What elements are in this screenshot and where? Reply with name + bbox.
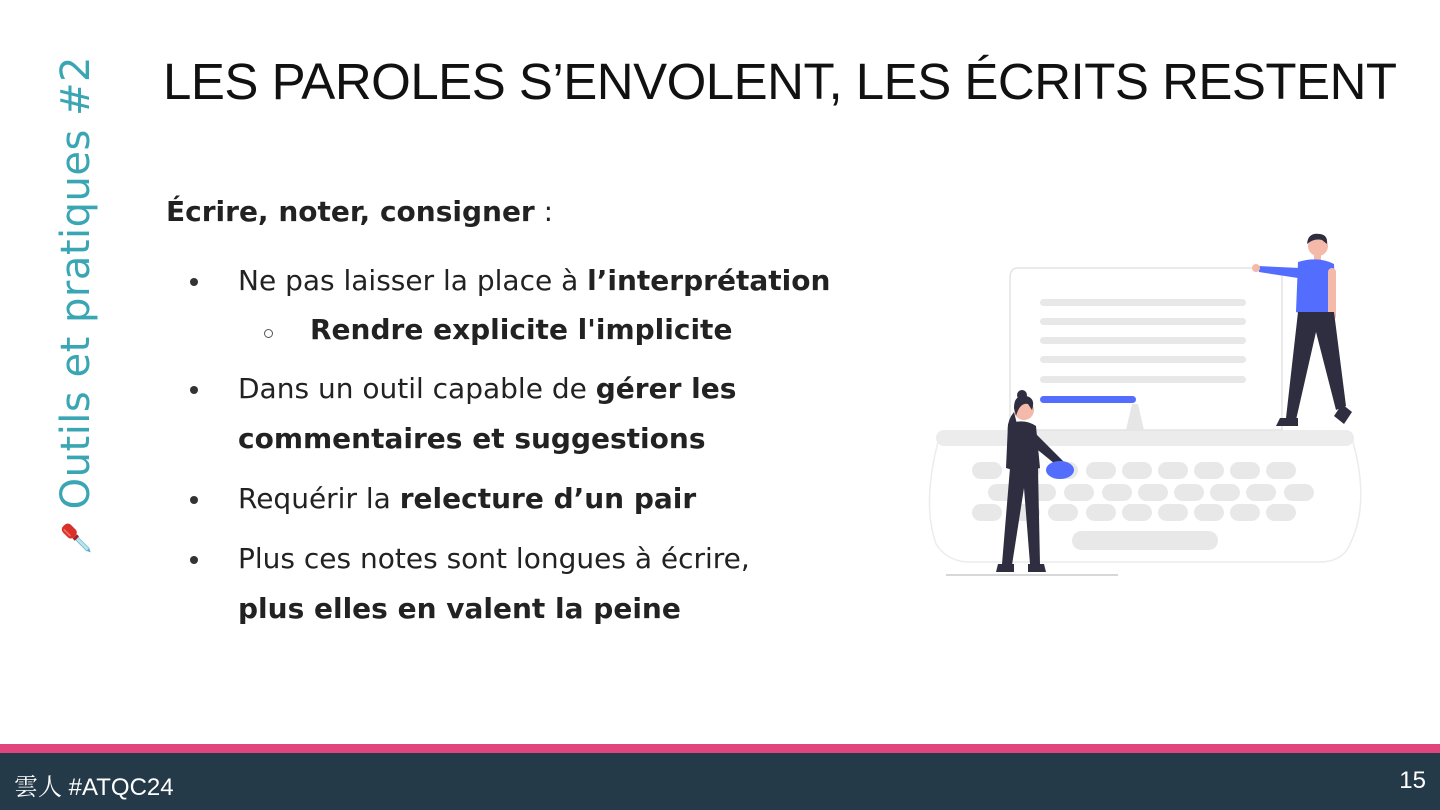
intro-bold: Écrire, noter, consigner bbox=[166, 195, 535, 228]
bullet-item bbox=[166, 534, 866, 634]
hollow-bullet-icon bbox=[264, 329, 273, 338]
bullet-text: Requérir la bbox=[238, 482, 400, 515]
bullet-item bbox=[166, 364, 866, 464]
bullet-dot-icon bbox=[190, 278, 198, 286]
screwdriver-icon bbox=[48, 519, 104, 556]
bullet-item bbox=[166, 256, 866, 354]
typewriter-people-illustration bbox=[918, 228, 1378, 588]
bullet-dot-icon bbox=[190, 386, 198, 394]
bullet-item bbox=[166, 474, 866, 524]
intro-line bbox=[166, 190, 866, 234]
bullet-dot-icon bbox=[190, 496, 198, 504]
bullet-text: Ne pas laisser la place à bbox=[238, 264, 588, 297]
section-side-text: Outils et pratiques #2 bbox=[53, 56, 99, 510]
bullet-text: Dans un outil capable de bbox=[238, 372, 596, 405]
bullet-list bbox=[166, 256, 866, 634]
bullet-bold-text: plus elles en valent la peine bbox=[238, 592, 681, 625]
bullet-bold-text: l’interprétation bbox=[587, 264, 831, 297]
section-side-label bbox=[48, 56, 104, 556]
slide-body bbox=[166, 190, 866, 644]
bullet-bold-text: gérer les commentaires et suggestions bbox=[238, 372, 737, 455]
sub-bullet-item bbox=[238, 306, 866, 354]
footer-accent-stripe bbox=[0, 744, 1440, 753]
footer-brand: 雲人 #ATQC24 bbox=[14, 774, 174, 801]
slide-title: LES PAROLES S’ENVOLENT, LES ÉCRITS RESTENT bbox=[163, 53, 1397, 110]
footer-bar bbox=[0, 753, 1440, 810]
sub-bullet-list bbox=[238, 306, 866, 354]
intro-rest: : bbox=[534, 195, 554, 228]
bullet-bold-text: relecture d’un pair bbox=[399, 482, 697, 515]
bullet-text: Plus ces notes sont longues à écrire, bbox=[238, 542, 750, 575]
page-number: 15 bbox=[1399, 767, 1426, 794]
sub-bullet-bold-text: Rendre explicite l'implicite bbox=[310, 313, 733, 346]
bullet-dot-icon bbox=[190, 556, 198, 564]
